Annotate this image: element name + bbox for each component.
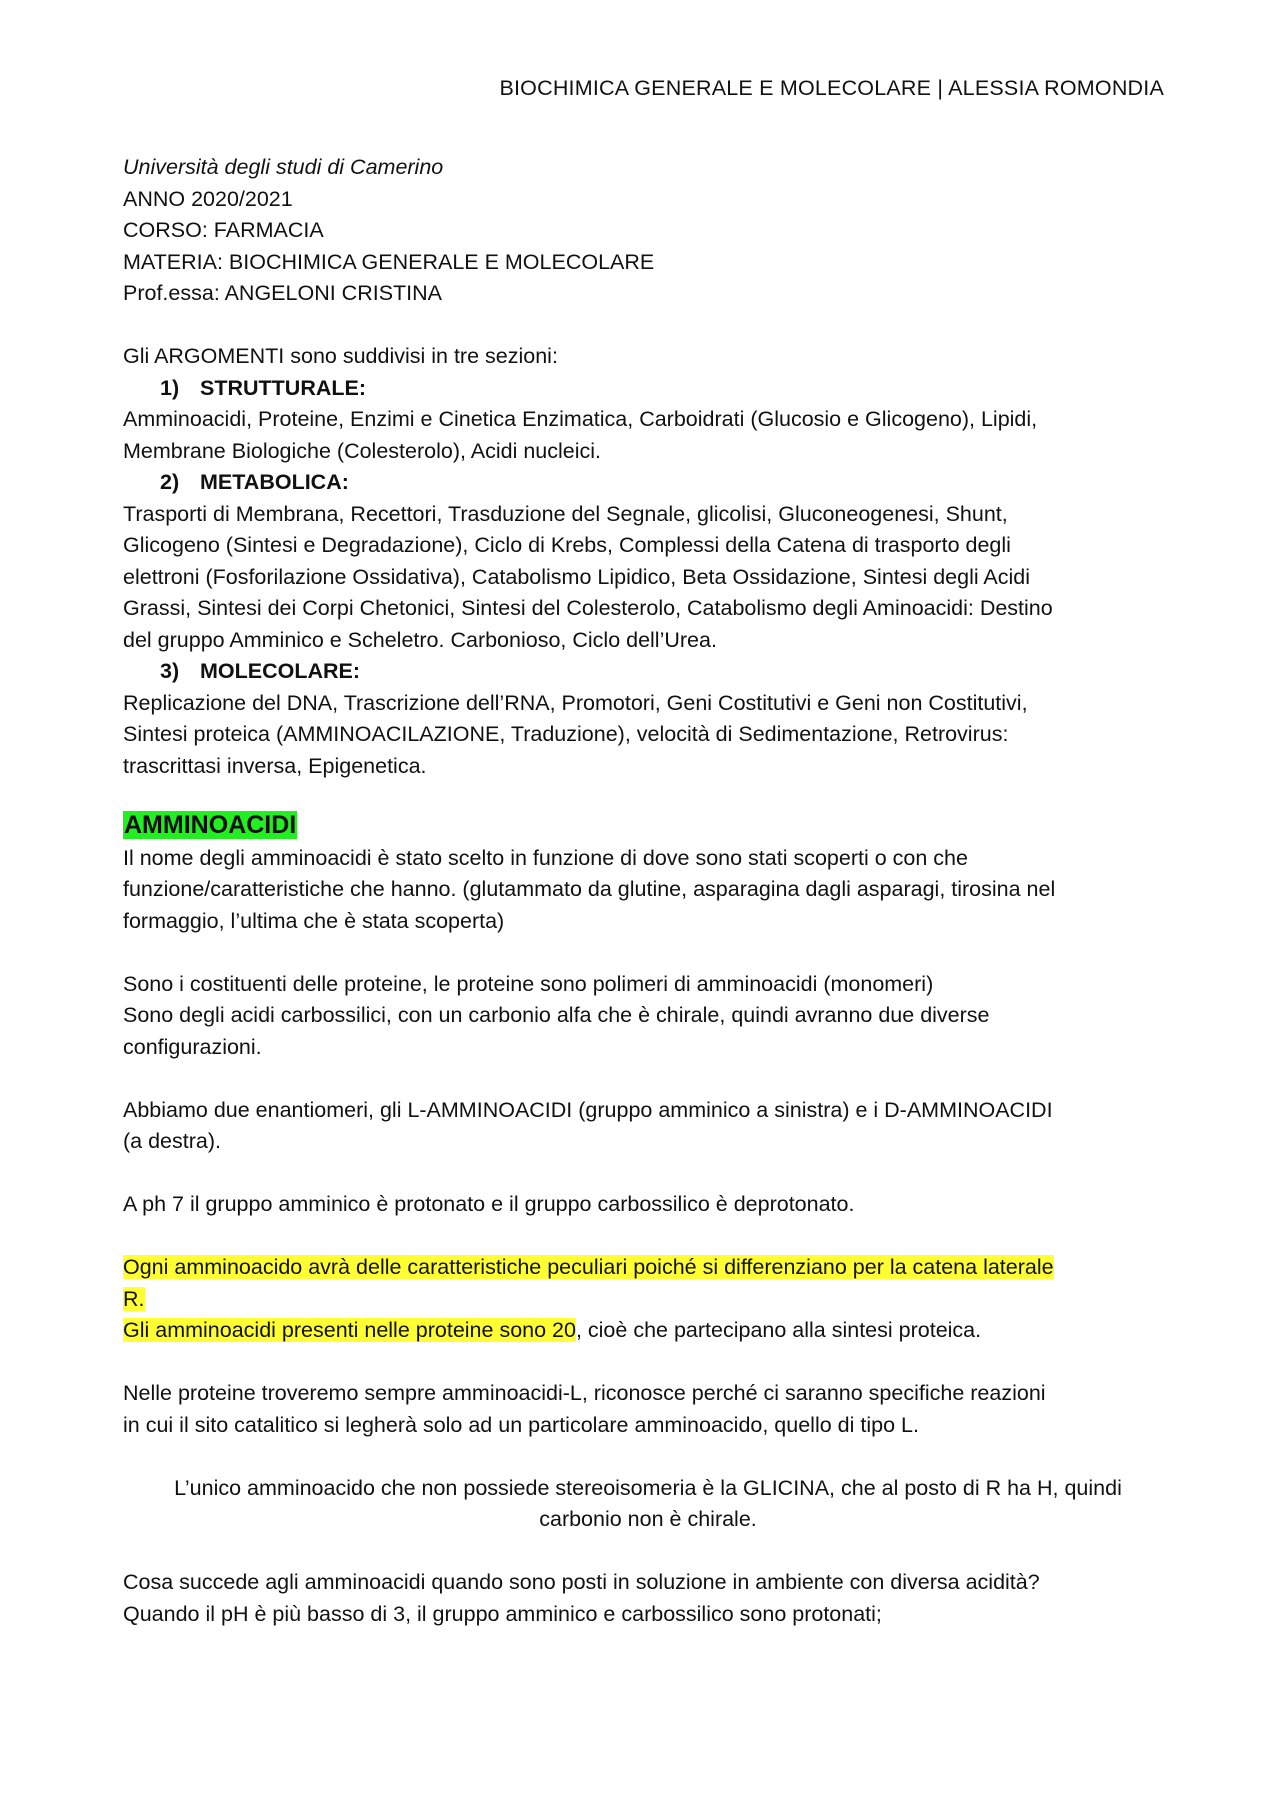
section-title: METABOLICA:: [200, 470, 349, 494]
section-line: Sintesi proteica (AMMINOACILAZIONE, Traduzione), velocità di Sedimentazione, Retrovirus:: [123, 722, 1009, 746]
paragraph-line: Sono degli acidi carbossilici, con un carbonio alfa che è chirale, quindi avranno due diverse: [123, 1003, 990, 1027]
highlight-text: Ogni amminoacido avrà delle caratteristiche peculiari poiché si differenziano per la catena laterale: [123, 1255, 1054, 1279]
section-number: 2): [160, 470, 180, 494]
course-line: CORSO: FARMACIA: [123, 218, 324, 242]
paragraph-line: (a destra).: [123, 1129, 221, 1153]
paragraph-line: configurazioni.: [123, 1034, 262, 1059]
highlight-text: R.: [123, 1286, 145, 1311]
running-header: BIOCHIMICA GENERALE E MOLECOLARE | ALESSIA ROMONDIA: [499, 76, 1164, 100]
paragraph-line: funzione/caratteristiche che hanno. (glutammato da glutine, asparagina dagli asparagi, tirosina nel: [123, 877, 1056, 901]
paragraph-line: in cui il sito catalitico si legherà solo ad un particolare amminoacido, quello di tipo L.: [123, 1412, 919, 1437]
paragraph-line: Cosa succede agli amminoacidi quando sono posti in soluzione in ambiente con diversa acidità?: [123, 1570, 1040, 1594]
highlighted-line: [123, 1315, 1173, 1347]
highlighted-line: [123, 1252, 1173, 1284]
section-line: trascrittasi inversa, Epigenetica.: [123, 753, 427, 778]
centered-line: L’unico amminoacido che non possiede stereoisomeria è la GLICINA, che al posto di R ha H, quindi: [174, 1475, 1122, 1500]
year-line: ANNO 2020/2021: [123, 186, 293, 211]
document-body: [123, 152, 1173, 1630]
section-line: del gruppo Amminico e Scheletro. Carbonioso, Ciclo dell’Urea.: [123, 627, 717, 652]
section-line: Replicazione del DNA, Trascrizione dell’RNA, Promotori, Geni Costitutivi e Geni non Costitutivi,: [123, 690, 1028, 715]
section-heading-metabolica: [123, 467, 1173, 499]
professor-line: Prof.essa: ANGELONI CRISTINA: [123, 281, 443, 305]
paragraph-line: Quando il pH è più basso di 3, il gruppo amminico e carbossilico sono protonati;: [123, 1601, 882, 1626]
paragraph-line: Abbiamo due enantiomeri, gli L-AMMINOACIDI (gruppo amminico a sinistra) e i D-AMMINOACIDI: [123, 1097, 1053, 1122]
highlight-text: Gli amminoacidi presenti nelle proteine sono 20: [123, 1318, 576, 1342]
section-line: elettroni (Fosforilazione Ossidativa), Catabolismo Lipidico, Beta Ossidazione, Sintesi degli Acidi: [123, 564, 1031, 589]
subject-line: MATERIA: BIOCHIMICA GENERALE E MOLECOLARE: [123, 249, 655, 274]
section-number: 3): [160, 659, 180, 683]
amminoacidi-heading: [123, 810, 1173, 843]
paragraph-line: A ph 7 il gruppo amminico è protonato e il gruppo carbossilico è deprotonato.: [123, 1192, 855, 1216]
section-title: MOLECOLARE:: [200, 659, 361, 683]
amminoacidi-title: AMMINOACIDI: [124, 811, 297, 839]
section-number: 1): [160, 375, 180, 400]
section-heading-molecolare: [123, 656, 1173, 688]
topics-lead: Gli ARGOMENTI sono suddivisi in tre sezioni:: [123, 344, 558, 368]
highlighted-line: [123, 1284, 1173, 1316]
section-line: Grassi, Sintesi dei Corpi Chetonici, Sintesi del Colesterolo, Catabolismo degli Aminoacidi: Destino: [123, 596, 1053, 620]
paragraph-line: Nelle proteine troveremo sempre amminoacidi-L, riconosce perché ci saranno specifiche reazioni: [123, 1381, 1046, 1405]
section-line: Trasporti di Membrana, Recettori, Trasduzione del Segnale, glicolisi, Gluconeogenesi, Shunt,: [123, 501, 1008, 526]
paragraph-line: Sono i costituenti delle proteine, le proteine sono polimeri di amminoacidi (monomeri): [123, 971, 934, 996]
paragraph-line: Il nome degli amminoacidi è stato scelto in funzione di dove sono stati scoperti o con che: [123, 845, 968, 870]
section-title: STRUTTURALE:: [200, 375, 367, 400]
section-line: Glicogeno (Sintesi e Degradazione), Ciclo di Krebs, Complessi della Catena di trasporto degli: [123, 533, 1011, 557]
section-line: Amminoacidi, Proteine, Enzimi e Cinetica Enzimatica, Carboidrati (Glucosio e Glicogeno), Lipidi,: [123, 407, 1038, 431]
plain-text: , cioè che partecipano alla sintesi proteica.: [575, 1318, 982, 1342]
paragraph-line: formaggio, l’ultima che è stata scoperta): [123, 908, 505, 933]
centered-line: carbonio non è chirale.: [539, 1507, 757, 1531]
section-line: Membrane Biologiche (Colesterolo), Acidi nucleici.: [123, 438, 601, 463]
section-heading-strutturale: [123, 373, 1173, 405]
university-line: Università degli studi di Camerino: [123, 155, 444, 179]
